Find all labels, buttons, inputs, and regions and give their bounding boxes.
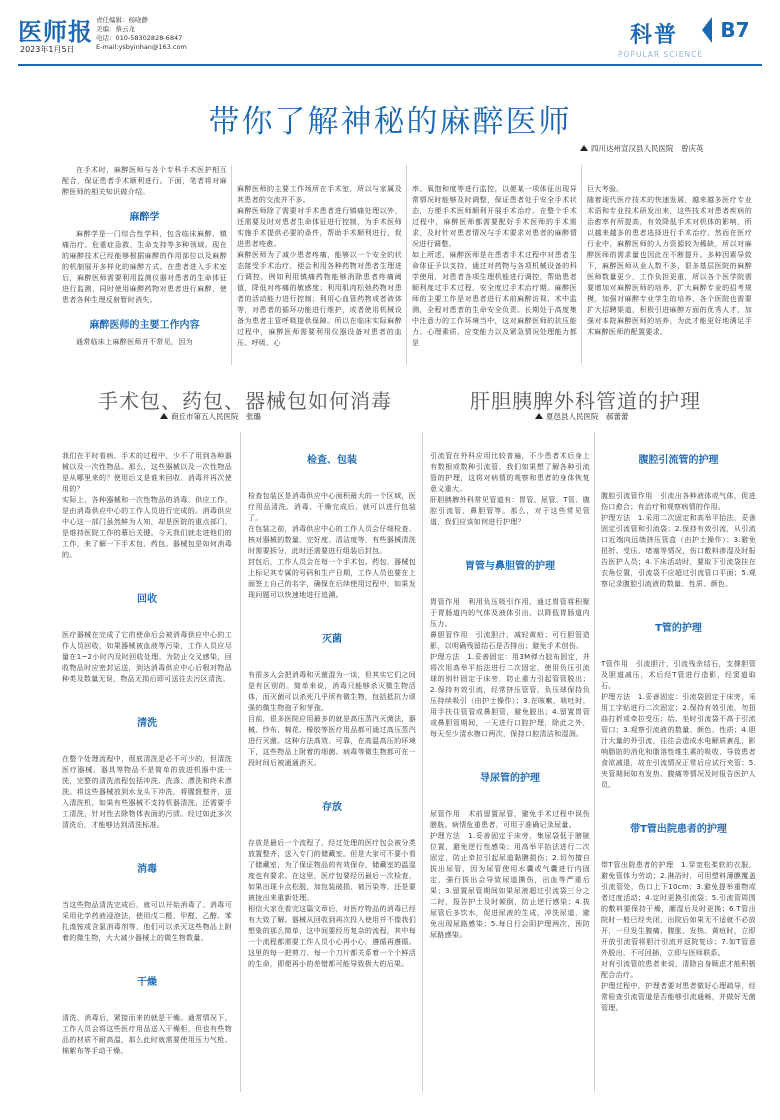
section-heading: 消毒 [137, 864, 157, 875]
editor-line: E-mail:ysbyinhan@163.com [96, 43, 187, 51]
article-title: 手术包、药包、器械包如何消毒 [98, 389, 392, 413]
paragraph: 率、氧饱和度等进行监控，以便某一项体征出现异常情况时能够及时调整，保证患者处于安全手术状态，方便手术医师顺利开展手术治疗。在整个手术过程中，麻醉医师都需要配好手术医师的手术需求，及时针对患者情况与手术要求对患者的麻醉情况进行调整。 如上所述，麻醉医师是在患者手术过程中对患者生命体征予以支持，通过对药物与各项机械设备的科学使用，对患者各项生理机能进行调控，帮助患者顺利度过手术过程，安全度过手术治疗期。麻醉医师的主要工作是对患者进行术前麻醉访视、术中监测，全程对患者的生命安全负责。长期处于高度集中注意力的工作环境当中，这对麻醉医师的抗压能力、心理素质、应变能力以及紧急情况处理能力都是 [412, 185, 577, 347]
paragraph: 尿管作用 术前留置尿管，避免手术过程中误伤膀胱。病情危重患者，可用于准确记录尿量。 护理方法 1.妥善固定于床旁，集尿袋低于膀胱位置，避免逆行性感染；用高举平抬法进行二次固定，防止牵拉引起尿道黏膜损伤；2.切勿擅自拔出尿管，因为尿管使用水囊或气囊进行内固定，强行拔出会导致尿道撕伤，出血等严重后果；3.留置尿管期间如果尿液超过引流袋三分之二时，报告护士及时倾倒，防止逆行感染；4.拔尿管后多饮水，促进尿液的生成，冲洗尿道，避免出现尿路感染；5.每日行会阴护理两次，预防尿路感染。 [430, 810, 590, 939]
editor-line: 责任编辑：杨晓静 [96, 16, 148, 24]
paragraph: 麻醉学是一门综合性学科，包含临床麻醉、镇痛治疗、危重症急救、生命支持等多种领域。现在的麻醉技术已经能够根据麻醉的作用部位以及麻醉的机制展开多样化的麻醉方式。在患者进入手术室后，麻醉医师需要利用监测仪器对患者的生命体征进行监测，同时使用麻醉药物对患者进行麻醉，使患者各种生理反射暂时消失。 [62, 230, 227, 304]
masthead-rule [18, 64, 762, 66]
section-heading: 麻醉医师的主要工作内容 [89, 320, 200, 331]
article1-column-1 [62, 165, 227, 348]
byline-text: 夏邑县人民医院 郝蕾蕾 [546, 412, 629, 421]
editor-line: 美编：蔡云龙 [96, 25, 135, 33]
byline-text: 商丘市第五人民医院 张璐 [171, 412, 261, 421]
page-marker-icon [702, 17, 712, 43]
column-divider [240, 432, 241, 1092]
paragraph: 腹腔引流管作用 引流出各种液体或气体，促进伤口愈合；有治疗和观察病情的作用。 护理方法 1.采用二次固定和高举平抬法，妥善固定引流管和引流袋；2.保持有效引流，从引流口近端向远端挤压管盒（由护士操作）；3.避免扭折、受压、堵塞等情况，伤口敷料渗湿及时报告医护人员；4.下床活动时，要取下引流袋挂在衣角位置，引流袋不应超过引流管口平面；5.观察记录腹腔引流液的数量、性质、颜色。 [601, 492, 756, 588]
section-heading: 回收 [137, 594, 157, 605]
editor-info [96, 16, 187, 52]
paragraph: 带T管出院患者的护理 1.穿宽松柔软的衣服，避免管体力劳动；2.淋浴时，可用塑料薄膜覆盖引流管处，伤口上下10cm；3.避免提举重物或者过度活动；4.定时更换引流袋；5.引流管周围的敷料要保持干燥，潮湿后及时更换；6.T管出院时一般已经夹闭，出院后如果无不适就不必放开，一旦发生腹痛、腹胀、发热、黄疸时，立即开放引流管将胆汁引流并返院复诊；7.如T管意外脱出，不可回插，立即与医师联系。 对有引流管的患者来说，清除自身顾虑才能积极配合治疗。 护理过程中，护理者要对患者做好心理疏导，经常检查引流管道是否能够引流通畅，并做好无菌管理。 [601, 861, 756, 1012]
column-divider [231, 165, 232, 365]
paragraph: 我们在平时看病、手术的过程中，少不了用到各种器械以及一次性物品。那么，这些器械以及一次性物品是从哪里来的？使用后又是谁来回收、消毒并再次使用的？ 实际上，各种器械和一次性物品的消毒、供应工作，是由消毒供应中心的工作人员进行完成的。消毒供应中心这一部门虽然鲜为人知，却是医院的重点部门，是维持医院工作的幕后关键。今天我们就走进他们的工作，来了解一下手术包、药包、器械包是如何消毒的。 [62, 452, 232, 559]
article2-column-2 [248, 432, 416, 989]
paragraph: 通常临床上麻醉医师并不常见，因为 [76, 338, 193, 346]
section-heading: 检查、包装 [307, 455, 357, 466]
column-divider [406, 165, 407, 365]
issue-date: 2023年1月5日 [20, 45, 75, 54]
section-heading: 存放 [322, 802, 342, 813]
article1-column-2 [237, 165, 402, 368]
paragraph: 巨大考验。 随着现代医疗技术的快速发展，越来越多医疗专业术语和专业技术研发出来，这些技术对患者疾病的治愈率有所提高，有效降低手术对机体的影响，所以越来越多的患者选择进行手术治疗。然而在医疗行业中，麻醉医师的人力资源较为稀缺，所以对麻醉医师的需求量也因此在不断提升。多种因素导致下，麻醉医师从业人数不多，很多基层医院的麻醉医师数量更少，工作负担更重，所以各个医学院需要增加对麻醉医师的培养，扩大麻醉专业的招考规模，加强对麻醉专业学生的培养，各个医院也需要扩大招聘渠道，积极引进麻醉方面的优秀人才，加强对本院麻醉医师的培养，为此才能更好地满足手术麻醉医师的配置要求。 [587, 185, 752, 336]
triangle-icon [535, 413, 543, 419]
section-name: 科普 [630, 23, 679, 48]
triangle-icon [580, 145, 588, 151]
paragraph: 当这些物品清洗完成后，就可以开始消毒了。消毒可采用化学药液浸泡法，使用戊二醛、甲醛、乙醇、苯扎溴铵或含氯消毒剂等，他们可以杀灭这些物品上附着的微生物，大大减少器械上的微生物数量。 [62, 901, 232, 942]
article-title: 肝胆胰脾外科管道的护理 [470, 389, 701, 413]
paragraph: 在整个处理流程中，彻底清洗是必不可少的，但清洗医疗器械、器具等物品不是简单的放进机器中洗一洗，完整的清洗流程包括冲洗、洗涤、漂洗和终末漂洗。将这些器械放到水龙头下冲洗，将腥鼓整齐，送入清洗机，如果有些器械不支持机器清洗，还需要手工清洗，针对性去除物体表面的污渍。经过如此多次清洗后，才能够达到清洗标准。 [62, 755, 232, 829]
column-divider [581, 165, 582, 365]
article-byline [160, 411, 261, 422]
article1-column-3 [412, 165, 577, 368]
section-heading: 灭菌 [322, 634, 342, 645]
section-heading: 带T管出院患者的护理 [630, 824, 727, 835]
section-heading: 腹腔引流管的护理 [638, 455, 719, 466]
section-name-en: POPULAR SCIENCE [618, 50, 704, 59]
page-number: B7 [720, 18, 750, 42]
article-byline [535, 411, 629, 422]
article-byline [580, 143, 704, 154]
paragraph: 检查包装区是消毒供应中心面积最大的一个区域，医疗用品清洗、消毒、干燥完成后，就可以进行包装了。 在包装之前，消毒供应中心的工作人员会仔细检查、核对器械的数量、完好度、清洁度等，有些器械清洗时需要拆分，此时还需要进行组装后封包。 封包后，工作人员会在每一个手术包、药包、器械包上标记其专属的号码和生产日期，工作人员也要在上面签上自己的名字，确保在后续使用过程中，如果发现问题可以快速地进行追溯。 [248, 492, 416, 599]
section-heading: 清洗 [137, 718, 157, 729]
article-title: 带你了解神秘的麻醉医师 [208, 104, 572, 140]
paragraph: 胃管作用 利用负压吸引作用，通过胃管将积聚于胃肠道内的气体及液体引出，以降低胃肠道内压力。 鼻胆管作用 引流胆汁，减轻黄疸；可行胆管造影，以明确残留结石是否排出；避免手术创伤。 护理方法 1.妥善固定：用3M弹力胶布固定，并将次用高举平抬法进行二次固定，使用负压引流球的别针固定于床旁，防止重力引起管管脱出；2.保持有效引流，经常挤压管管，负压球保持负压持续吸引（由护士操作）；3.在咳嗽、咳吐时，用手扶住管管或鼻胆管，避免脱出；4.留置胃管或鼻胆管期间，一天进行口腔护理，除此之外，每天至少清水擦口两次，保持口腔清洁和湿润。 [430, 598, 590, 738]
article2-column-1 [62, 432, 232, 1076]
paragraph: 清洗、消毒后，紧接而来的就是干燥。通常情况下，工作人员会将这些医疗用品送入干燥柜，但也有些物品的材质不耐高温，那么此时就需要使用压力气枪、棉絮布等手动干燥。 [62, 1014, 232, 1055]
newspaper-logo: 医师报 [18, 17, 93, 46]
paragraph: 存放是最后一个流程了，经过处理的医疗包会被分类放置整齐，送入专门的储藏室。但是大家可不要小看了储藏室，为了保证物品的有效保存，储藏室的温湿度也有要求。在这里，医疗包要经历最后一次检查，如果出现卡点松脱、加包装破损、被污染等，还是要被拢出来重新处理。 相信大家在看完这篇文章后，对医疗物品的消毒已经有大致了解。器械从回收到再次投入使用并不像我们想象的那么简单，这中间要经历复杂的流程，其中每一个流程都需要工作人员小心再小心，遵循再遵循。 这里的每一把剪刀、每一个刀片都关系着一个个鲜活的生命，即便再小的差错都可能导致极大的后果。 [248, 839, 416, 968]
section-heading: 麻醉学 [129, 212, 160, 223]
section-heading: 干燥 [137, 977, 157, 988]
triangle-icon [160, 413, 168, 419]
paragraph: 医疗器械在完成了它的使命后会被消毒供应中心的工作人员回收，如果器械被血液等污染，工作人员应尽量在1~2小时内及时回收处理。为防止交叉感染，回收物品时应密封运送，到达消毒供应中心后根对物品种类及数量无误，物品无损后即可送往去污区清洗。 [62, 631, 232, 683]
paragraph: 有很多人会把消毒和灭菌混为一谈，但其实它们之间是有区别的。简单来说，消毒只能够杀灭微生物活体，而灭菌可以杀死几乎所有微生物，包括抵抗力顽强的微生物孢子和芽孢。 目前，很多医院应用最多的就是高压蒸汽灭菌法，器械、纱布、棉花、橡胶等医疗用品都可通过高压蒸汽进行灭菌。这种方法高效、可靠，在高温高压的环境下，这些物品上附着的细菌、病毒等微生物都可在一段时间后被通通消灭。 [248, 671, 416, 767]
section-heading: T管的护理 [655, 623, 702, 634]
byline-text: 四川达州宣汉县人民医院 曾庆英 [591, 144, 704, 153]
article3-column-2 [601, 432, 756, 1033]
article1-column-4 [587, 165, 752, 357]
paragraph: 在手术时，麻醉医师与各个专科手术医护相互配合，保证患者手术顺利进行。下面，笔者将对麻醉医师的相关知识做介绍。 [62, 166, 227, 196]
article3-column-1 [430, 432, 590, 960]
section-heading: 导尿管的护理 [480, 773, 540, 784]
paragraph: T管作用 引流胆汁，引流残余结石，支撑胆管及胆道减压，术后经T管进行造影，经窦道取石。 护理方法 1.妥善固定：引流袋固定于床旁，采用工字贴进行二次固定；2.保持有效引流，勿扭曲打折或牵拉受压；给、坐时引流袋不高于引流管口；3.观察引流液的数量、颜色、性质；4.胆汁大量的外引流，往往会造成水电解质紊乱，影响脂肪的消化和脂溶性维生素的吸收，导致患者食欲减退，故在引流情况正常后应试行夹管；5.夹管期间如有发热、腹痛等情况及时报告医护人员。 [601, 660, 756, 789]
paragraph: 引流管在外科应用比较普遍，不少患者术后身上有数根或数种引流管，我们如果想了解各种引流管的护理，这将对病情的观察和患者的身体恢复意义重大。 肝胆胰脾外科常见管道有：胃管、尿管、T管、腹腔引流管、鼻胆管等。那么，对于这些常见管道，我们应该如何进行护理？ [430, 452, 590, 526]
section-heading: 胃管与鼻胆管的护理 [465, 561, 555, 572]
column-divider [422, 432, 423, 1092]
column-divider [594, 432, 595, 1092]
paragraph: 麻醉医师的主要工作场所在手术室，所以与家属及其患者的交流并不多。 麻醉医师除了需要对手术患者进行镇痛处理以外，还需要及时对患者生命体征进行控制，为手术医师实施手术提供必要的条件，帮助手术顺利进行，促进患者痊愈。 麻醉医师为了减少患者疼痛，能够以一个安全的状态接受手术治疗，便会利用各种药物对患者生理进行调控，例如利用镇痛药物能够消除患者疼痛阈值，降低对疼痛的敏感度；利用肌肉松弛药物对患者的活动能力进行控制；利用心血管药物或者液体等，对患者的循环功能进行维护，或者使用机械设备为患者主管呼吸提供保障。所以在临床实际麻醉过程中，麻醉医师需要利用仪器设备对患者的血压、呼吸、心 [237, 185, 402, 347]
editor-line: 电话：010-58302828-6847 [96, 34, 183, 42]
